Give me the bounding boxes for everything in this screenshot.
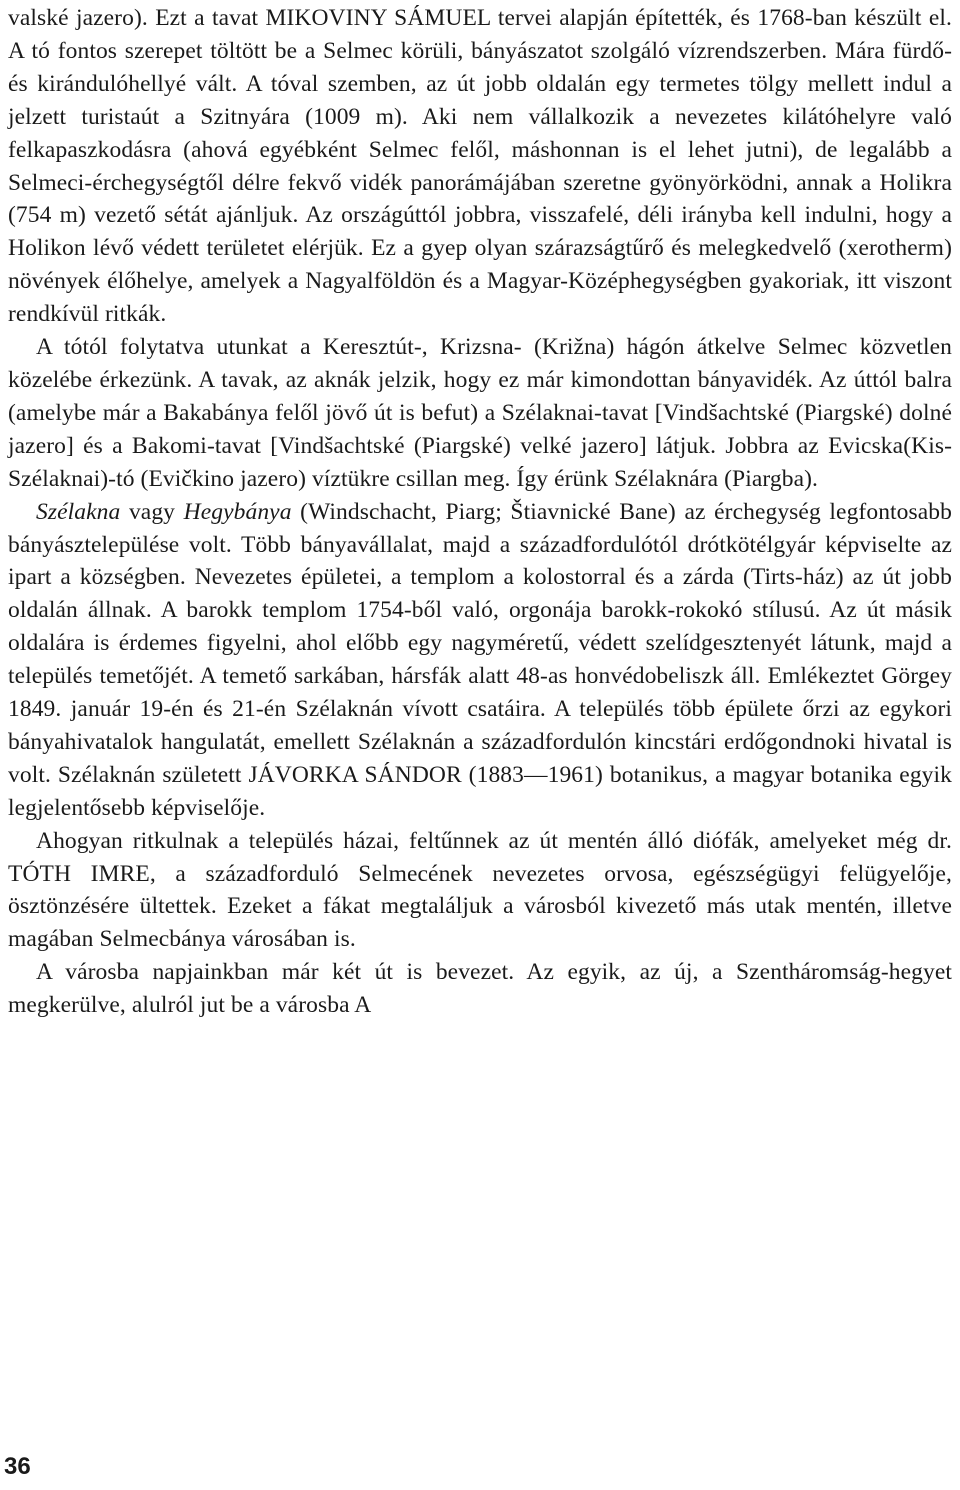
paragraph-3 xyxy=(8,496,952,825)
connector-text: vagy xyxy=(120,498,184,525)
page-number: 36 xyxy=(4,1453,31,1480)
paragraph-3-body: (Windschacht, Piarg; Štiavnické Bane) az érchegység legfontosabb bányásztelepülése volt. Több bányavállalat, majd a századfordulótól drótkötélgyár képviselte az ipart a községben. Nevezetes épületei, a templom a kolostorral és a zárda (Tirts-ház) az út jobb oldalán állnak. A barokk templom 1754-ből való, orgonája barokk-rokokó stílusú. Az út másik oldalára is érdemes figyelni, ahol előbb egy nagyméretű, védett szelídgesztenyét látunk, majd a település temetőjét. A temető sarkában, hársfák alatt 48-as honvédobeliszk áll. Emlékeztet Görgey 1849. január 19-én és 21-én Szélaknán vívott csatáira. A település több épülete őrzi az egykori bányahivatalok hangulatát, emellett Szélaknán a századfordulón kincstári erdőgondnoki hivatal is volt. Szélaknán született JÁVORKA SÁNDOR (1883—1961) botanikus, a magyar botanika egyik legjelentősebb képviselője. xyxy=(8,498,952,821)
body-text xyxy=(8,2,952,1022)
page-content xyxy=(8,2,952,1022)
paragraph-1: valské jazero). Ezt a tavat MIKOVINY SÁMUEL tervei alapján építették, és 1768-ban készült el. A tó fontos szerepet töltött be a Selmec körüli, bányászatot szolgáló vízrendszerben. Mára fürdő- és kirándulóhellyé vált. A tóval szemben, az út jobb oldalán egy termetes tölgy mellett indul a jelzett turistaút a Szitnyára (1009 m). Aki nem vállalkozik a nevezetes kilátóhelyre való felkapaszkodásra (ahová egyébként Selmec felől, máshonnan is el lehet jutni), de legalább a Selmeci-érchegységtől délre fekvő vidék panorámájában szeretne gyönyörködni, annak a Holikra (754 m) vezető sétát ajánljuk. Az országúttól jobbra, visszafelé, déli irányba kell indulni, hogy a Holikon lévő védett területet elérjük. Ez a gyep olyan szárazságtűrő és melegkedvelő (xerotherm) növények élőhelye, amelyek a Nagyalföldön és a Magyar-Középhegységben gyakoriak, itt viszont rendkívül ritkák. xyxy=(8,5,952,328)
italic-term-hegybanya: Hegybánya xyxy=(183,498,292,525)
paragraph-2: A tótól folytatva utunkat a Keresztút-, Krizsna- (Križna) hágón átkelve Selmec közvetlen közelébe érkezünk. A tavak, az aknák jelzik, hogy ez már kimondottan bányavidék. Az úttól balra (amelybe már a Bakabánya felől jövő út is befut) a Szélaknai-tavat [Vindšachtské (Piargské) dolné jazero] és a Bakomi-tavat [Vindšachtské (Piargské) velké jazero] látjuk. Jobbra az Evicska(Kis-Szélaknai)-tó (Evičkino jazero) víztükre csillan meg. Így érünk Szélaknára (Piargba). xyxy=(8,334,952,492)
paragraph-5: A városba napjainkban már két út is bevezet. Az egyik, az új, a Szentháromság-hegyet megkerülve, alulról jut be a városba A xyxy=(8,959,952,1019)
paragraph-4: Ahogyan ritkulnak a település házai, feltűnnek az út mentén álló diófák, amelyeket még dr. TÓTH IMRE, a századforduló Selmecének nevezetes orvosa, egészségügyi felügyelője, ösztönzésére ültettek. Ezeket a fákat megtaláljuk a városból kivezető más utak mentén, illetve magában Selmecbánya városában is. xyxy=(8,827,952,953)
italic-term-szelakna: Szélakna xyxy=(36,498,121,525)
